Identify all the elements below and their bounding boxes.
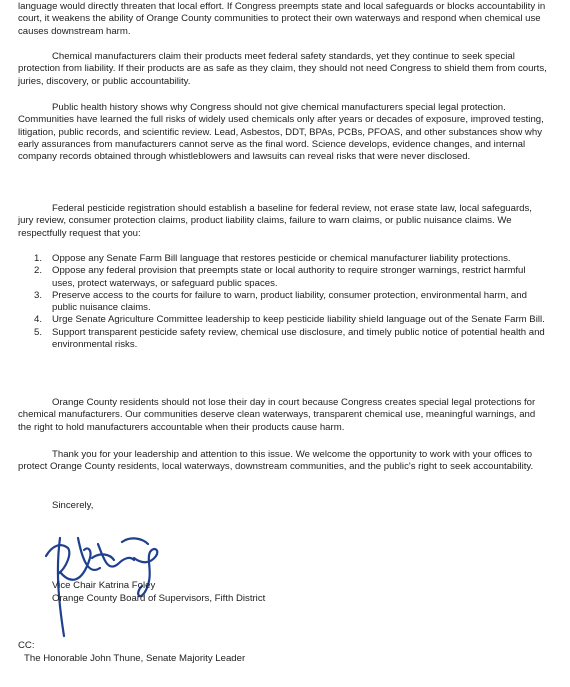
paragraph-continuation: language would directly threaten that local effort. If Congress preempts state and local safeguards or blocks accountability in court, it weakens the ability of Orange County communities to protect their own waterways and respond when chemical use causes downstream harm.: [18, 1, 546, 37]
cc-recipient: The Honorable John Thune, Senate Majority Leader: [24, 653, 246, 664]
request-list: [18, 253, 550, 351]
cc-label: CC:: [18, 640, 35, 651]
request-item: 3. Preserve access to the courts for failure to warn, product liability, consumer protection, environmental harm, and public nuisance claims.: [34, 289, 527, 314]
signer-name: Vice Chair Katrina Foley: [52, 580, 156, 591]
request-item: 5. Support transparent pesticide safety review, chemical use disclosure, and timely public notice of potential health and environmental risks.: [34, 326, 545, 351]
paragraph-federal-registration: Federal pesticide registration should establish a baseline for federal review, not erase state law, local safeguards, jury review, consumer protection claims, product liability claims, failure to warn claims, or public nuisance claims. We respectfully request that you:: [18, 203, 532, 239]
paragraph-residents: Orange County residents should not lose their day in court because Congress creates special legal protections for chemical manufacturers. Our communities deserve clean waterways, transparent chemical use, meaningful warnings, and the right to hold manufacturers accountable when their products cause harm.: [18, 397, 536, 433]
request-item: 2. Oppose any federal provision that preempts state or local authority to require stronger warnings, restrict harmful uses, protect waterways, or safeguard public spaces.: [34, 265, 526, 289]
signature: [38, 498, 338, 628]
paragraph-liability-claims: Chemical manufacturers claim their products meet federal safety standards, yet they continue to seek special protection from liability. If their products are as safe as they claim, they should not need Congress to shield them from courts, juries, discovery, or public accountability.: [18, 51, 547, 87]
request-item: 4. Urge Senate Agriculture Committee leadership to keep pesticide liability shield language out of the Senate Farm Bill.: [34, 314, 545, 326]
paragraph-thank-you: Thank you for your leadership and attention to this issue. We welcome the opportunity to work with your offices to protect Orange County residents, local waterways, downstream communities, and the public's right to seek accountability.: [18, 449, 534, 473]
paragraph-public-health-history: Public health history shows why Congress should not give chemical manufacturers special legal protection. Communities have learned the full risks of widely used chemicals only after years or decades of exposure, improved testing, litigation, public records, and scientific review. Lead, Asbestos, DDT, BPAs, PCBs, PFOAS, and other substances show why early assurances from manufacturers cannot serve as the final word. Science develops, evidence changes, and internal company records obtained through whistleblowers and lawsuits can reveal risks that were never disclosed.: [18, 102, 544, 163]
request-item: 1. Oppose any Senate Farm Bill language that restores pesticide or chemical manufacturer liability protections.: [34, 253, 511, 264]
signer-title: Orange County Board of Supervisors, Fifth District: [52, 593, 266, 604]
salutation: Sincerely,: [52, 500, 94, 511]
signature-graphic: [38, 498, 338, 648]
